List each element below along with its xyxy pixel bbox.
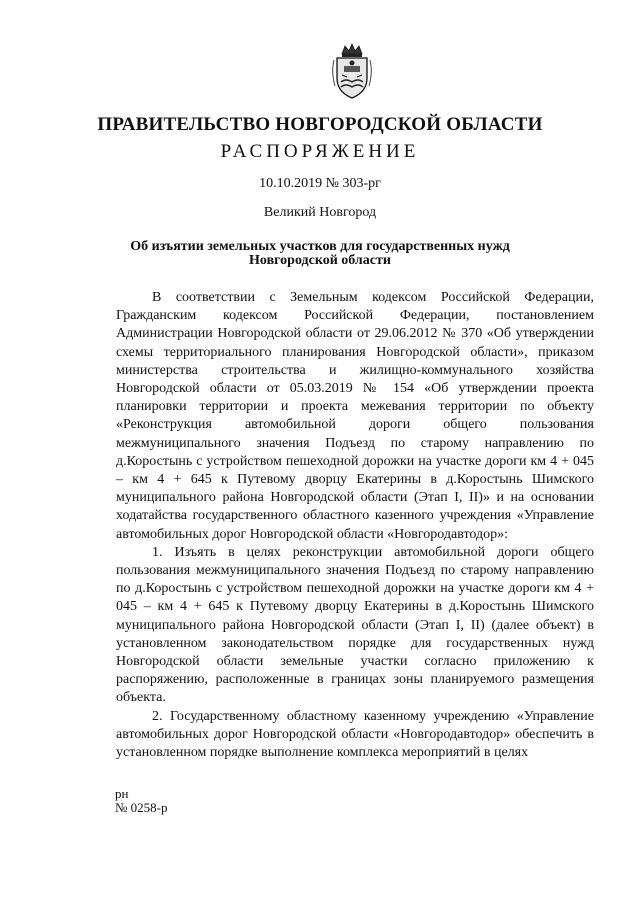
subject-line-1: Об изъятии земельных участков для государственных нужд <box>130 239 510 254</box>
document-body <box>116 289 594 762</box>
item-2-paragraph: 2. Государственному областному казенному учреждению «Управление автомобильных дорог Новгородской области «Новгородавтодор» обеспечить в установленном порядке выполнение комплекса мероприятий в целях <box>116 708 594 761</box>
subject-line-2: Новгородской области <box>249 253 391 268</box>
item-1-paragraph: 1. Изъять в целях реконструкции автомобильной дороги общего пользования межмуниципального значения Подъезд по старому направлению по д.Коростынь с устройством пешеходной дорожки на участке дороги км 4 + 045 – км 4 + 645 к Путевому дворцу Екатерины в д.Коростынь Шимского муниципального района Новгородской области (Этап I, II) (далее объект) в установленном законодательством порядке для государственных нужд Новгородской области земельные участки согласно приложению к распоряжению, расположенные в границах зоны планируемого размещения объекта. <box>116 544 594 706</box>
document-subject <box>0 240 640 268</box>
footer-mark: рн <box>115 786 129 801</box>
document-date-number: 10.10.2019 № 303-рг <box>259 176 381 191</box>
government-title: ПРАВИТЕЛЬСТВО НОВГОРОДСКОЙ ОБЛАСТИ <box>97 114 543 135</box>
coat-of-arms-icon <box>328 42 376 100</box>
preamble-paragraph: В соответствии с Земельным кодексом Российской Федерации, Гражданским кодексом Российской Федерации, постановлением Администрации Новгородской области от 29.06.2012 № 370 «Об утверждении схемы территориального планирования Новгородской области», приказом министерства строительства и жилищно-коммунального хозяйства Новгородской области от 05.03.2019 № 154 «Об утверждении проекта планировки территории и проекта межевания территории по объекту «Реконструкция автомобильной дороги общего пользования межмуниципального значения Подъезд по старому направлению по д.Коростынь с устройством пешеходной дорожки на участке дороги км 4 + 045 – км 4 + 645 к Путевому дворцу Екатерины в д.Коростынь Шимского муниципального района Новгородской области (Этап I, II)» и на основании ходатайства государственного областного казенного учреждения «Управление автомобильных дорог Новгородской области «Новгородавтодор»: <box>116 290 594 542</box>
document-city: Великий Новгород <box>263 205 377 220</box>
registration-number: № 0258-р <box>115 800 168 815</box>
document-type: РАСПОРЯЖЕНИЕ <box>220 141 420 162</box>
document-footer <box>115 787 167 815</box>
